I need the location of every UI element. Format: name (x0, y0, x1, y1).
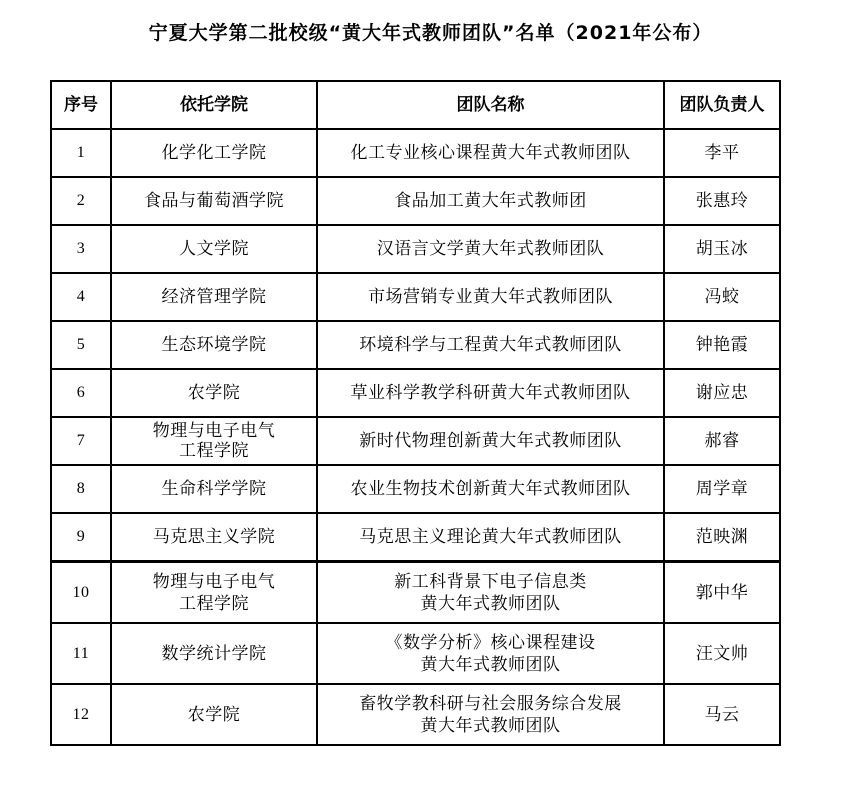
team-name-line: 畜牧学教科研与社会服务综合发展 (359, 693, 622, 714)
team-name-line: 《数学分析》核心课程建设 (385, 632, 596, 653)
row-number: 11 (51, 623, 111, 684)
row-college (111, 465, 317, 513)
row-number: 9 (51, 513, 111, 562)
team-roster-table (50, 80, 781, 746)
row-leader: 周学章 (664, 465, 780, 513)
college-line: 物理与电子电气 (152, 421, 276, 441)
row-team-name (317, 321, 664, 369)
header-college: 依托学院 (111, 81, 317, 129)
row-college (111, 321, 317, 369)
row-leader: 范映渊 (664, 513, 780, 562)
row-team-name (317, 417, 664, 465)
row-leader: 马云 (664, 684, 780, 745)
row-leader: 钟艳霞 (664, 321, 780, 369)
table-row (51, 623, 780, 684)
row-leader: 李平 (664, 129, 780, 177)
row-college (111, 417, 317, 465)
row-leader: 汪文帅 (664, 623, 780, 684)
table-row (51, 465, 780, 513)
team-name-line: 马克思主义理论黄大年式教师团队 (359, 527, 622, 547)
team-name-line: 黄大年式教师团队 (420, 593, 561, 614)
college-line: 生命科学学院 (161, 479, 267, 499)
row-leader: 谢应忠 (664, 369, 780, 417)
row-team-name (317, 562, 664, 624)
row-leader: 郭中华 (664, 562, 780, 624)
row-number: 6 (51, 369, 111, 417)
team-name-line: 新时代物理创新黄大年式教师团队 (359, 431, 622, 451)
team-name-line: 黄大年式教师团队 (420, 715, 561, 736)
college-line: 物理与电子电气 (152, 571, 276, 592)
college-line: 农学院 (187, 704, 241, 725)
row-team-name (317, 273, 664, 321)
team-name-line: 汉语言文学黄大年式教师团队 (376, 239, 605, 259)
college-line: 工程学院 (179, 593, 249, 614)
document-title: 宁夏大学第二批校级“黄大年式教师团队”名单（2021年公布） (148, 22, 713, 44)
college-line: 人文学院 (179, 239, 249, 259)
row-college (111, 225, 317, 273)
college-line: 食品与葡萄酒学院 (144, 191, 284, 211)
row-team-name (317, 623, 664, 684)
row-college (111, 369, 317, 417)
table-row (51, 562, 780, 624)
header-number: 序号 (51, 81, 111, 129)
team-name-line: 农业生物技术创新黄大年式教师团队 (350, 479, 631, 499)
header-team-name: 团队名称 (317, 81, 664, 129)
table-row (51, 129, 780, 177)
row-team-name (317, 465, 664, 513)
team-name-line: 草业科学教学科研黄大年式教师团队 (350, 383, 631, 403)
team-name-line: 新工科背景下电子信息类 (394, 571, 587, 592)
row-number: 8 (51, 465, 111, 513)
table-row (51, 417, 780, 465)
college-line: 生态环境学院 (161, 335, 267, 355)
table-row (51, 513, 780, 562)
row-team-name (317, 369, 664, 417)
table-row (51, 225, 780, 273)
table-row (51, 321, 780, 369)
header-row (51, 81, 780, 129)
row-college (111, 513, 317, 562)
row-college (111, 273, 317, 321)
team-name-line: 环境科学与工程黄大年式教师团队 (359, 335, 622, 355)
row-number: 2 (51, 177, 111, 225)
row-team-name (317, 513, 664, 562)
row-team-name (317, 129, 664, 177)
team-name-line: 食品加工黄大年式教师团 (394, 191, 587, 211)
college-line: 化学化工学院 (161, 143, 267, 163)
row-number: 5 (51, 321, 111, 369)
row-college (111, 562, 317, 624)
row-number: 12 (51, 684, 111, 745)
team-name-line: 黄大年式教师团队 (420, 654, 561, 675)
college-line: 工程学院 (179, 441, 249, 461)
row-leader: 胡玉冰 (664, 225, 780, 273)
table-row (51, 177, 780, 225)
row-leader: 郝睿 (664, 417, 780, 465)
college-line: 数学统计学院 (161, 643, 267, 664)
college-line: 经济管理学院 (161, 287, 267, 307)
college-line: 农学院 (187, 383, 241, 403)
row-number: 1 (51, 129, 111, 177)
college-line: 马克思主义学院 (152, 527, 276, 547)
row-number: 4 (51, 273, 111, 321)
table-row (51, 684, 780, 745)
row-college (111, 684, 317, 745)
row-college (111, 623, 317, 684)
row-college (111, 177, 317, 225)
row-number: 7 (51, 417, 111, 465)
row-team-name (317, 684, 664, 745)
row-team-name (317, 177, 664, 225)
table-row (51, 369, 780, 417)
row-college (111, 129, 317, 177)
row-leader: 冯蛟 (664, 273, 780, 321)
header-team-leader: 团队负责人 (664, 81, 780, 129)
row-team-name (317, 225, 664, 273)
row-number: 3 (51, 225, 111, 273)
row-number: 10 (51, 562, 111, 624)
team-name-line: 化工专业核心课程黄大年式教师团队 (350, 143, 631, 163)
row-leader: 张惠玲 (664, 177, 780, 225)
table-row (51, 273, 780, 321)
team-name-line: 市场营销专业黄大年式教师团队 (368, 287, 613, 307)
